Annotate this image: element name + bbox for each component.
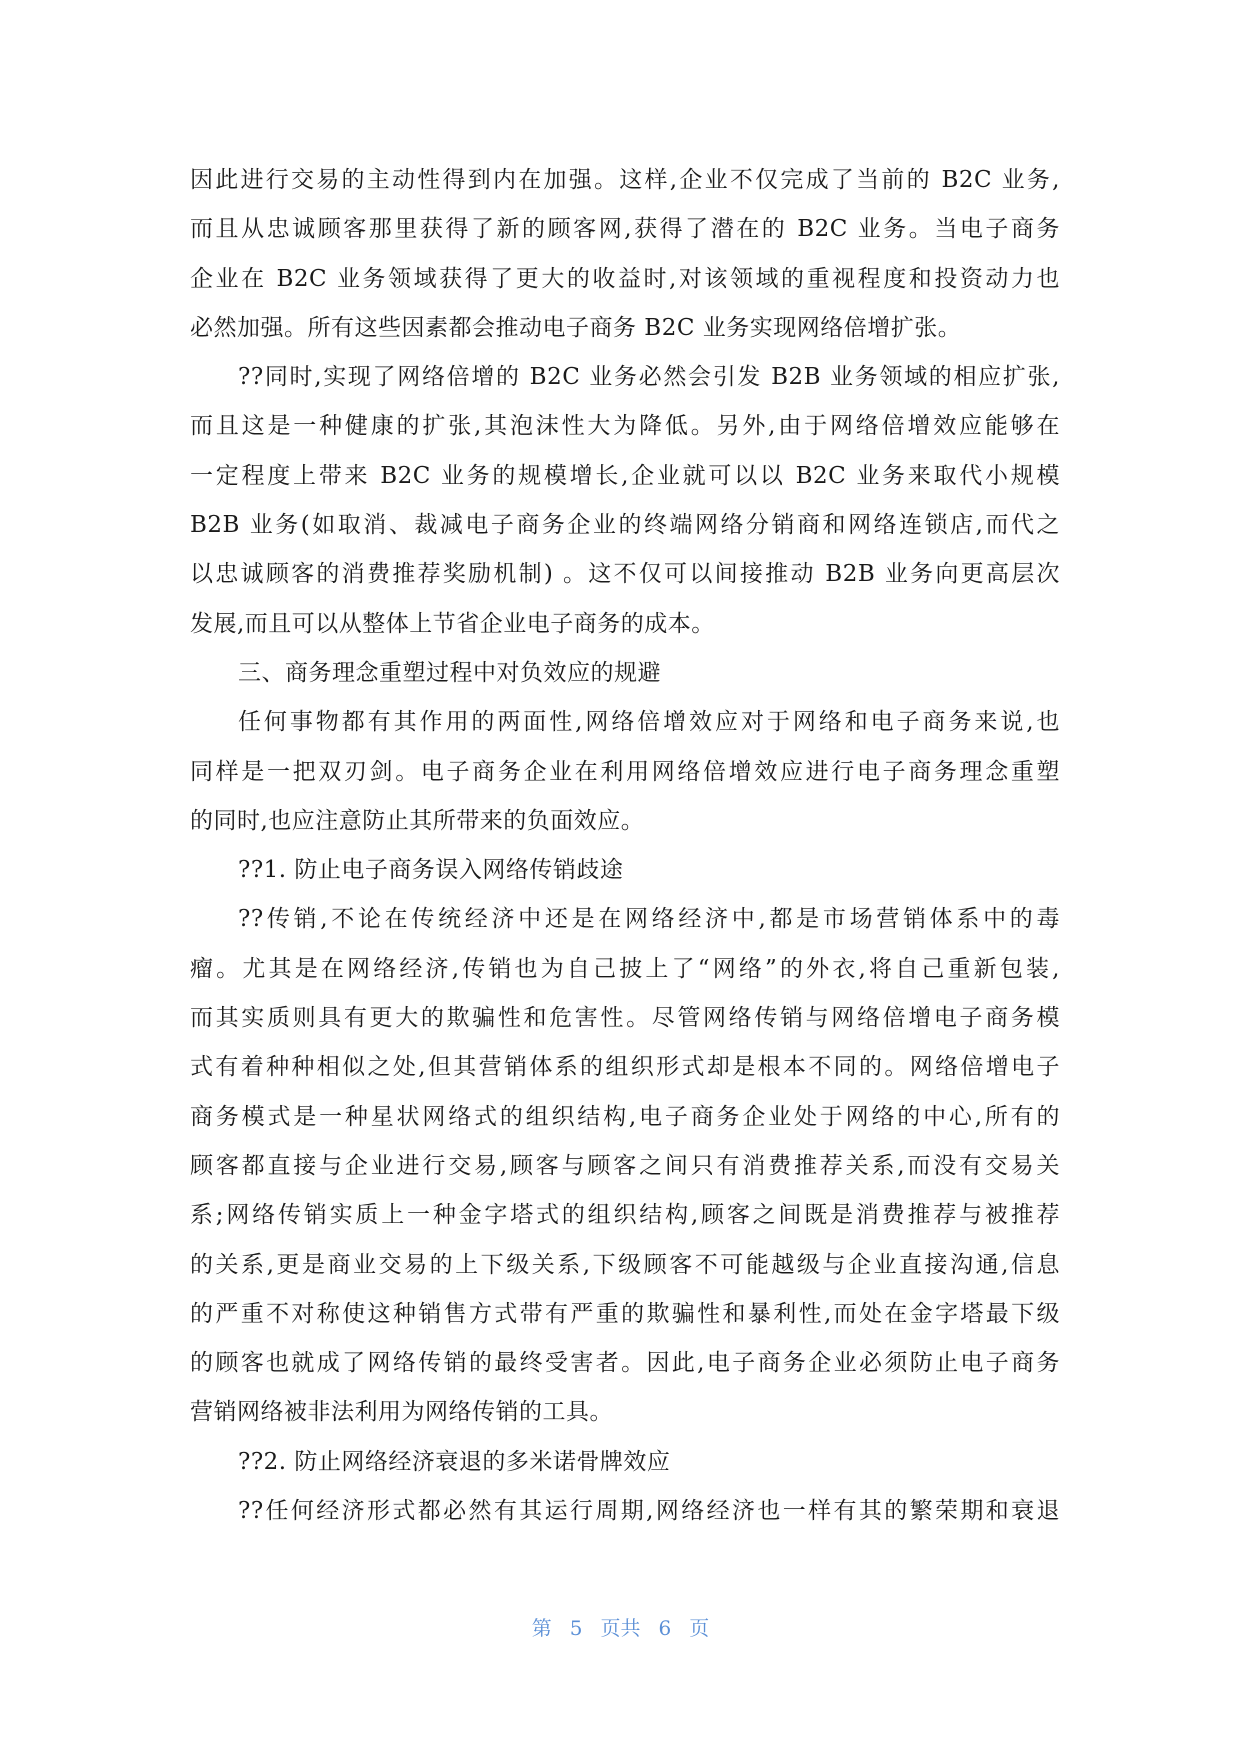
text-line: 三、商务理念重塑过程中对负效应的规避 [238, 659, 661, 686]
text-line: 以忠诚顾客的消费推荐奖励机制) 。这不仅可以间接推动 B2B 业务向更高层次 [190, 561, 1060, 588]
text-line: 顾客都直接与企业进行交易,顾客与顾客之间只有消费推荐关系,而没有交易关 [190, 1152, 1060, 1179]
footer-ye: 页 [689, 1616, 710, 1640]
text-line: 式有着种种相似之处,但其营销体系的组织形式却是根本不同的。网络倍增电子 [190, 1054, 1060, 1081]
text-line: 的顾客也就成了网络传销的最终受害者。因此,电子商务企业必须防止电子商务 [190, 1350, 1060, 1377]
footer-page-number: 5 [569, 1616, 583, 1640]
text-line: 的严重不对称使这种销售方式带有严重的欺骗性和暴利性,而处在金字塔最下级 [190, 1300, 1060, 1327]
text-line: 任何事物都有其作用的两面性,网络倍增效应对于网络和电子商务来说,也 [238, 709, 1060, 736]
text-line: ??任何经济形式都必然有其运行周期,网络经济也一样有其的繁荣期和衰退 [238, 1498, 1060, 1525]
text-line: ??2. 防止网络经济衰退的多米诺骨牌效应 [238, 1448, 671, 1475]
text-line: 系;网络传销实质上一种金字塔式的组织结构,顾客之间既是消费推荐与被推荐 [190, 1202, 1060, 1229]
text-line: 而且这是一种健康的扩张,其泡沫性大为降低。另外,由于网络倍增效应能够在 [190, 413, 1060, 440]
footer-total-pages: 6 [658, 1616, 672, 1640]
text-line: 瘤。尤其是在网络经济,传销也为自己披上了“网络”的外衣,将自己重新包装, [190, 955, 1060, 982]
text-line: 因此进行交易的主动性得到内在加强。这样,企业不仅完成了当前的 B2C 业务, [190, 167, 1060, 193]
footer-di: 第 [531, 1616, 552, 1640]
text-line: 而其实质则具有更大的欺骗性和危害性。尽管网络传销与网络倍增电子商务模 [190, 1005, 1060, 1032]
text-line: 的同时,也应注意防止其所带来的负面效应。 [190, 807, 645, 834]
text-line: B2B 业务(如取消、裁减电子商务企业的终端网络分销商和网络连锁店,而代之 [190, 512, 1060, 539]
text-line: 商务模式是一种星状网络式的组织结构,电子商务企业处于网络的中心,所有的 [190, 1103, 1060, 1130]
text-line: 而且从忠诚顾客那里获得了新的顾客网,获得了潜在的 B2C 业务。当电子商务 [190, 216, 1060, 243]
text-line: 同样是一把双刃剑。电子商务企业在利用网络倍增效应进行电子商务理念重塑 [190, 758, 1060, 785]
text-line: 发展,而且可以从整体上节省企业电子商务的成本。 [190, 610, 715, 637]
text-line: 的关系,更是商业交易的上下级关系,下级顾客不可能越级与企业直接沟通,信息 [190, 1251, 1060, 1278]
text-line: 营销网络被非法利用为网络传销的工具。 [190, 1399, 613, 1426]
text-line: ??1. 防止电子商务误入网络传销歧途 [238, 857, 624, 884]
footer-ye-gong: 页共 [600, 1616, 641, 1640]
document-body [190, 156, 1060, 1536]
text-line: ??传销,不论在传统经济中还是在网络经济中,都是市场营销体系中的毒 [238, 906, 1060, 933]
text-line: ??同时,实现了网络倍增的 B2C 业务必然会引发 B2B 业务领域的相应扩张, [238, 364, 1060, 391]
text-line: 必然加强。所有这些因素都会推动电子商务 B2C 业务实现网络倍增扩张。 [190, 314, 962, 341]
text-line: 一定程度上带来 B2C 业务的规模增长,企业就可以以 B2C 业务来取代小规模 [190, 462, 1060, 489]
page-footer [0, 1612, 1241, 1641]
text-line: 企业在 B2C 业务领域获得了更大的收益时,对该领域的重视程度和投资动力也 [190, 265, 1060, 292]
